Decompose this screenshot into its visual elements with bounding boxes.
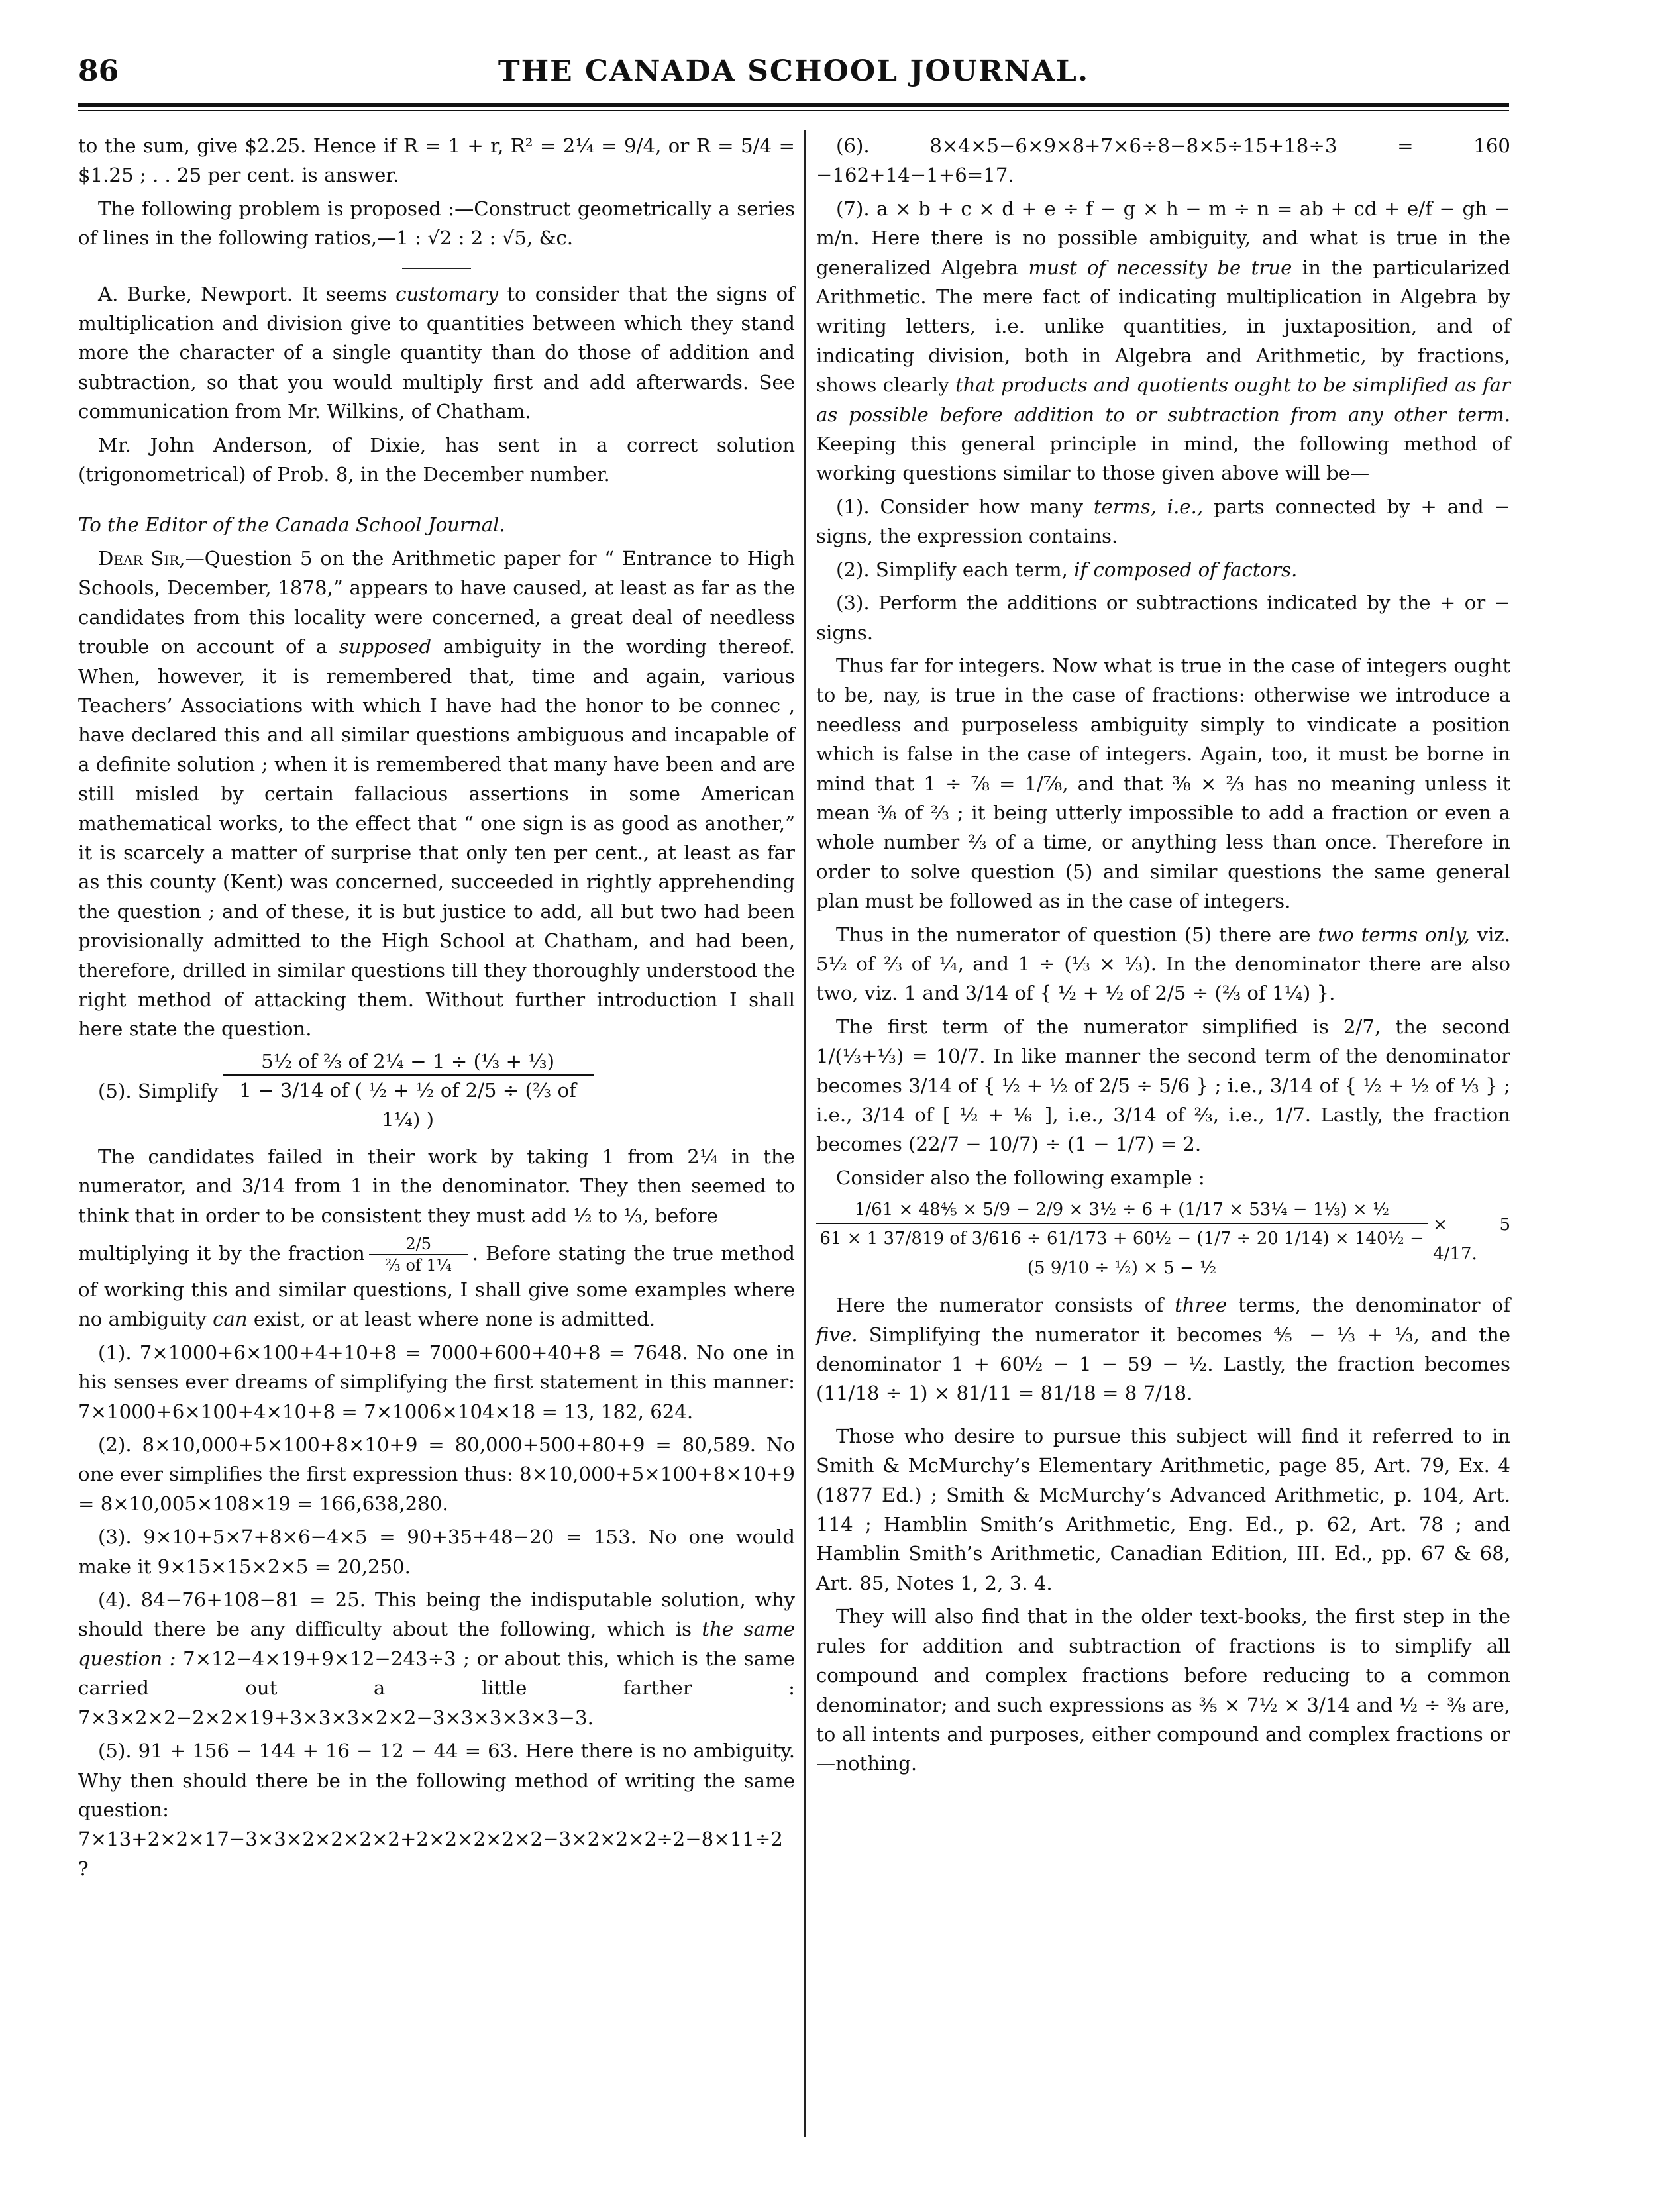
spacer [78, 493, 795, 510]
letter-heading: To the Editor of the Canada School Journal. [78, 513, 505, 537]
paragraph: They will also find that in the older text-books, the first step in the rules for addition and subtraction of fractions is to simplify all compound and complex fractions before reducing to a common denominator; and such expressions as ⅗ × 7½ × 3/14 and ½ ÷ ⅜ are, to all intents and purposes, either compound and complex fractions or—nothing. [816, 1605, 1510, 1775]
example-1: (1). 7×1000+6×100+4+10+8 = 7000+600+40+8 = 7648. No one in his senses ever dreams of simplifying the first statement in this manner: 7×1000+6×100+4×10+8 = 7×1006×104×18 = 13, 182, 624. [78, 1341, 795, 1423]
paragraph: Thus far for integers. Now what is true in the case of integers ought to be, nay, is true in the case of fractions: otherwise we introduce a needless and purposeless ambiguity simply to vindicate a position which is false in the case of integers. Again, too, it must be borne in mind that 1 ÷ ⅞ = 1/⅞, and that ⅜ × ⅔ has no meaning unless it mean ⅜ of ⅔ ; it being utterly impossible to add a fraction or even a whole number ⅔ of a time, or anything less than once. Therefore in order to solve question (5) and similar questions the same general plan must be followed as in the case of integers. [816, 654, 1510, 913]
example-7: (7). a × b + c × d + e ÷ f − g × h − m ÷ n = ab + cd + e/f − gh − m/n. Here there is no possible ambiguity, and what is true in the generalized Algebra must of necessity be true in the particularized Arithmetic. The mere fact of indicating multiplication in Algebra by writing letters, i.e. unlike quantities, in juxtaposition, and of indicating division, both in Algebra and Arithmetic, by fractions, shows clearly that products and quotients ought to be simplified as far as possible before addition to or subtraction from any other term. Keeping this general principle in mind, the following method of working questions similar to those given above will be— [816, 197, 1510, 485]
column-divider [804, 130, 806, 2137]
references-paragraph: Those who desire to pursue this subject will find it referred to in Smith & McMurchy’s Elementary Arithmetic, page 85, Art. 79, Ex. 4 (1877 Ed.) ; Smith & McMurchy’s Advanced Arithmetic, p. 104, Art. 114 ; Hamblin Smith’s Arithmetic, Eng. Ed., p. 62, Art. 78 ; and Hamblin Smith’s Arithmetic, Canadian Edition, III. Ed., pp. 67 & 68, Art. 85, Notes 1, 2, 3. 4. [816, 1424, 1510, 1594]
fraction-numerator: 5½ of ⅔ of 2¼ − 1 ÷ (⅓ + ⅓) [223, 1048, 594, 1076]
fraction-denominator: 61 × 1 37/819 of 3/616 ÷ 61/173 + 60½ − (1/7 ÷ 20 1/14) × 140½ − (5 9/10 ÷ ½) × 5 − ½ [819, 1229, 1424, 1278]
page-header [78, 54, 1509, 94]
page-number: 86 [78, 54, 119, 88]
complex-example-formula [816, 1196, 1510, 1282]
question-label: (5). Simplify [98, 1079, 219, 1102]
paragraph: Consider also the following example : [836, 1166, 1205, 1189]
paragraph: to the sum, give $2.25. Hence if R = 1 + r, R² = 2¼ = 9/4, or R = 5/4 = $1.25 ; . . 25 per cent. is answer. [78, 134, 795, 187]
paragraph: A. Burke, Newport. It seems customary to consider that the signs of multiplication and division give to quantities between which they stand more the character of a single quantity than do those of addition and subtraction, so that you would multiply first and add afterwards. See communication from Mr. Wilkins, of Chatham. [78, 282, 795, 423]
fraction-numerator: 2/5 [369, 1234, 468, 1255]
example-5: (5). 91 + 156 − 144 + 16 − 12 − 44 = 63. Here there is no ambiguity. Why then should there be in the following method of writing the same question: 7×13+2×2×17−3×3×2×2×2×2+2×2×2×2×2−3×2×2×2÷2−8×11÷2 ? [78, 1740, 795, 1880]
fraction-numerator: 1/61 × 48⅘ × 5/9 − 2/9 × 3½ ÷ 6 + (1/17 × 53¼ − 1⅓) × ½ [816, 1196, 1428, 1224]
example-6: (6). 8×4×5−6×9×8+7×6÷8−8×5÷15+18÷3 = 160 −162+14−1+6=17. [816, 134, 1510, 187]
paragraph: Mr. John Anderson, of Dixie, has sent in a correct solution (trigonometrical) of Prob. 8, in the December number. [78, 433, 795, 486]
header-rule [78, 103, 1509, 107]
example-2: (2). 8×10,000+5×100+8×10+9 = 80,000+500+80+9 = 80,589. No one ever simplifies the first expression thus: 8×10,000+5×100+8×10+9 = 8×10,005×108×19 = 166,638,280. [78, 1433, 796, 1515]
fraction [369, 1234, 468, 1275]
journal-title: THE CANADA SCHOOL JOURNAL. [498, 54, 1090, 88]
salutation: Dear Sir, [98, 546, 185, 570]
paragraph: Thus in the numerator of question (5) there are two terms only, viz. 5½ of ⅔ of ¼, and 1 ÷ (⅓ × ⅓). In the denominator there are also two, viz. 1 and 3/14 of { ½ + ½ of 2/5 ÷ (⅔ of 1¼) }. [816, 923, 1510, 1005]
spacer [816, 1412, 1510, 1422]
section-separator [402, 268, 471, 269]
right-column [816, 131, 1510, 1783]
fraction [816, 1196, 1428, 1282]
correspondent-name: A. Burke, Newport. [98, 282, 293, 305]
header-rule-thin [78, 110, 1509, 111]
question-5-formula [78, 1048, 795, 1134]
rule-3: (3). Perform the additions or subtractions indicated by the + or − signs. [816, 592, 1510, 644]
fraction [223, 1048, 594, 1134]
paragraph: The candidates failed in their work by taking 1 from 2¼ in the numerator, and 3/14 from 1 in the denominator. They then seemed to think that in order to be consistent they must add ½ to ⅓, before [78, 1145, 795, 1227]
paragraph: Dear Sir,—Question 5 on the Arithmetic paper for “ Entrance to High Schools, December, 1878,” appears to have caused, at least as far as the candidates from this locality were concerned, a great deal of needless trouble on account of a supposed ambiguity in the wording thereof. When, however, it is remembered that, time and again, various Teachers’ Associations with which I have had the honor to be connec , have declared this and all similar questions ambiguous and incapable of a definite solution ; when it is remembered that many have been and are still misled by certain fallacious assertions in some American mathematical works, to the effect that “ one sign is as good as another,” it is scarcely a matter of surprise that only ten per cent., at least as far as this county (Kent) was concerned, succeeded in rightly apprehending the question ; and of these, it is but justice to add, all but two had been provisionally admitted to the High School at Chatham, and had been, therefore, drilled in similar questions till they thoroughly understood the right method of attacking them. Without further introduction I shall here state the question. [78, 546, 795, 1041]
rule-1: (1). Consider how many terms, i.e., parts connected by + and − signs, the expression contains. [816, 495, 1511, 548]
fraction-denominator: ⅔ of 1¼ [385, 1256, 452, 1275]
paragraph: The following problem is proposed :—Construct geometrically a series of lines in the following ratios,—1 : √2 : 2 : √5, &c. [78, 197, 795, 250]
left-column [78, 131, 795, 1887]
paragraph: multiplying it by the fraction $\frac{2/5}{\text{⅔ of 1¼}}$ . Before stating the true method of working this and similar questions, I shall give some examples where no ambiguity can exist, or at least where none is admitted. [78, 1235, 795, 1331]
fraction-multiplier: × 5 4/17. [1433, 1214, 1510, 1265]
paragraph: The first term of the numerator simplified is 2/7, the second 1/(⅓+⅓) = 10/7. In like manner the second term of the denominator becomes 3/14 of { ½ + ½ of 2/5 ÷ 5/6 } ; i.e., 3/14 of { ½ + ½ of ⅓ } ; i.e., 3/14 of [ ½ + ⅙ ], i.e., 3/14 of ⅔, i.e., 1/7. Lastly, the fraction becomes (22/7 − 10/7) ÷ (1 − 1/7) = 2. [816, 1015, 1510, 1156]
fraction-denominator: 1 − 3/14 of ( ½ + ½ of 2/5 ÷ (⅔ of 1¼) ) [239, 1078, 576, 1131]
example-4: (4). 84−76+108−81 = 25. This being the indisputable solution, why should there be any difficulty about the following, which is the same question : 7×12−4×19+9×12−243÷3 ; or about this, which is the same carried out a little farther : 7×3×2×2−2×2×19+3×3×3×2×2−3×3×3×3×3−3. [78, 1588, 796, 1729]
rule-2: (2). Simplify each term, if composed of factors. [836, 558, 1298, 581]
paragraph: Here the numerator consists of three terms, the denominator of five. Simplifying the numerator it becomes ⅘ − ⅓ + ⅓, and the denominator 1 + 60½ − 1 − 59 − ½. Lastly, the fraction becomes (11/18 ÷ 1) × 81/11 = 81/18 = 8 7/18. [816, 1294, 1510, 1405]
example-3: (3). 9×10+5×7+8×6−4×5 = 90+35+48−20 = 153. No one would make it 9×15×15×2×5 = 20,250. [78, 1526, 795, 1578]
